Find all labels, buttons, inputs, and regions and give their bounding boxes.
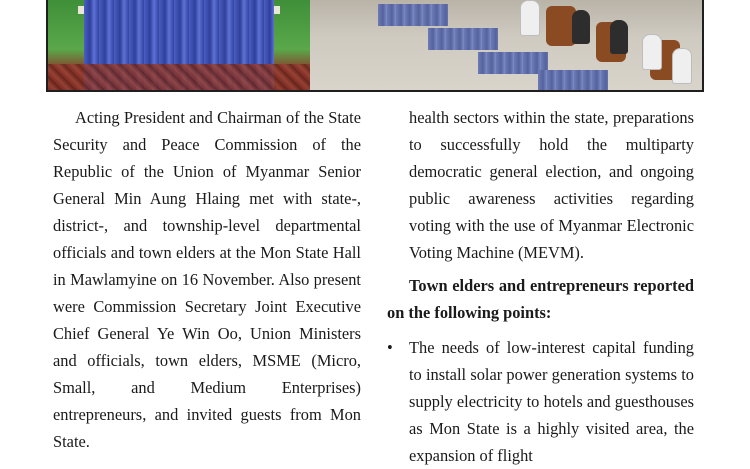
photo-head-table [48, 0, 310, 90]
article-continuation: health sectors within the state, preparations to successfully hold the multiparty democratic general election, and ongoing public awareness activities regarding voting with the use of Myanmar Electronic Voting Machine (MEVM). [409, 108, 694, 262]
section-heading: Town elders and entrepreneurs reported on the following points: [387, 276, 694, 322]
meeting-photo [46, 0, 704, 92]
photo-audience [310, 0, 702, 90]
points-list [387, 334, 694, 469]
article-right-column [387, 104, 694, 469]
attendee [672, 48, 692, 84]
rug [48, 64, 310, 90]
audience-desk [538, 70, 608, 92]
audience-desk [378, 4, 448, 26]
list-item [387, 334, 694, 469]
attendee [572, 10, 590, 44]
audience-desk [428, 28, 498, 50]
bullet-symbol: • [387, 338, 393, 357]
article-paragraph: Acting President and Chairman of the State Security and Peace Commission of the Republic of the Union of Myanmar Senior General Min Aung Hlaing met with state-, district-, and township-level departmental officials and town elders at the Mon State Hall in Mawlamyine on 16 November. Also present were Commission Secretary Joint Executive Chief General Ye Win Oo, Union Ministers and officials, town elders, MSME (Micro, Small, and Medium Enterprises) entrepreneurs, and invited guests from Mon State. [53, 108, 361, 451]
article-left-column [53, 104, 361, 455]
list-item-text: The needs of low-interest capital funding to install solar power generation systems to supply electricity to hotels and guesthouses as Mon State is a highly visited area, the expansion of flight [409, 338, 694, 465]
attendee [642, 34, 662, 70]
attendee [520, 0, 540, 36]
attendee [610, 20, 628, 54]
